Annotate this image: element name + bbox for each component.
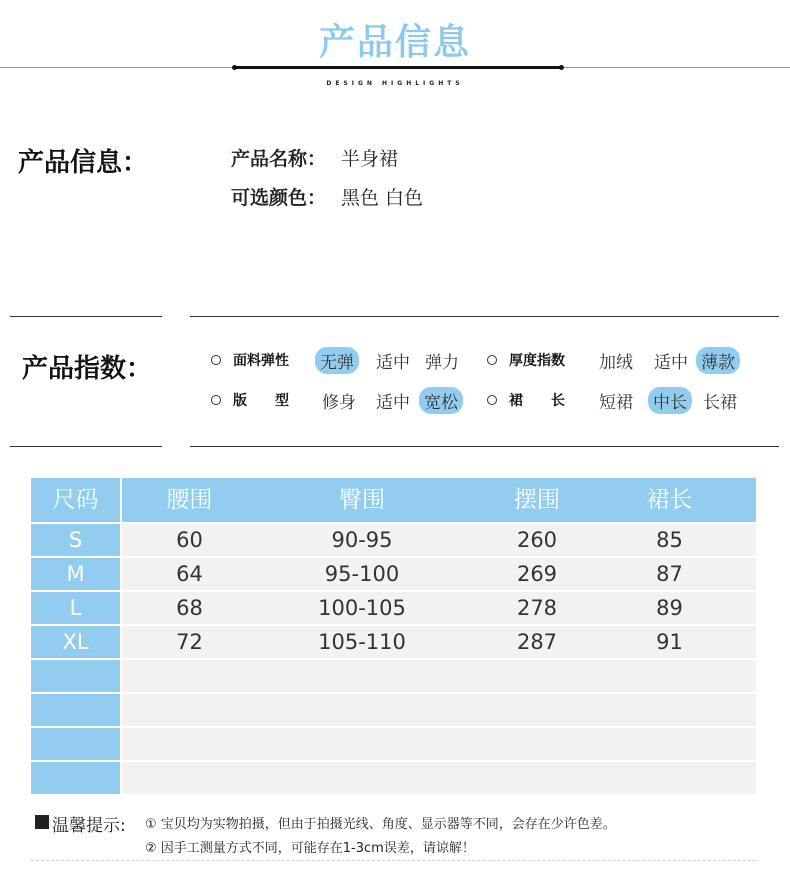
circle-bullet-icon <box>211 395 221 405</box>
page-title: 产品信息 <box>318 22 471 63</box>
table-row-empty <box>31 660 756 692</box>
table-cell: 95-100 <box>324 562 400 586</box>
option-fit-medium: 适中 <box>376 393 410 413</box>
row-bg <box>122 660 756 692</box>
index-label-elasticity: 面料弹性 <box>233 353 289 369</box>
table-cell: 269 <box>516 562 558 586</box>
info-row-color <box>231 183 423 210</box>
table-header-cell: 臀围 <box>339 487 385 513</box>
index-row-1 <box>0 346 790 374</box>
tip-line-1: ① 宝贝均为实物拍摄，但由于拍摄光线、角度、显示器等不同，会存在少许色差。 <box>145 817 616 832</box>
table-header-cell: 腰围 <box>166 487 213 513</box>
table-row <box>31 592 756 624</box>
option-thickness-thin: 薄款 <box>696 347 740 374</box>
table-row-empty <box>31 728 756 760</box>
row-bg <box>122 762 756 794</box>
table-cell: 72 <box>176 630 203 654</box>
table-cell: 68 <box>176 596 203 620</box>
table-header-cell: 裙长 <box>646 487 693 513</box>
option-fit-slim: 修身 <box>322 393 356 413</box>
size-cell: M <box>31 558 120 590</box>
table-cell: 91 <box>656 630 683 654</box>
header-accent-bar <box>235 66 562 69</box>
table-cell: 64 <box>176 562 203 586</box>
info-value: 黑色 白色 <box>341 187 424 209</box>
table-cell: 85 <box>656 528 683 552</box>
table-cell: 278 <box>516 596 558 620</box>
size-cell: S <box>31 524 120 556</box>
table-cell: 90-95 <box>331 528 393 552</box>
tips-label: 温馨提示: <box>52 816 126 836</box>
separator <box>10 316 162 317</box>
info-value: 半身裙 <box>341 148 399 170</box>
info-row-name <box>231 144 398 171</box>
header-dot-right <box>559 65 564 70</box>
circle-bullet-icon <box>487 355 497 365</box>
option-thickness-fleece: 加绒 <box>599 353 633 373</box>
index-label-fit: 版 型 <box>233 393 289 409</box>
product-index-heading: 产品指数： <box>22 354 153 384</box>
table-row-empty <box>31 762 756 794</box>
table-cell: 100-105 <box>318 596 406 620</box>
size-cell-empty <box>31 728 120 760</box>
option-elasticity-none: 无弹 <box>315 347 359 374</box>
table-cell: 287 <box>516 630 558 654</box>
header-subtitle: DESIGN HIGHLIGHTS <box>326 80 464 87</box>
table-row-empty <box>31 694 756 726</box>
table-header-row <box>31 478 756 522</box>
option-length-short: 短裙 <box>599 393 633 413</box>
separator <box>190 316 779 317</box>
tip-line-2: ② 因手工测量方式不同，可能存在1-3cm误差，请谅解！ <box>145 841 475 856</box>
table-row <box>31 626 756 658</box>
square-bullet-icon <box>35 815 49 829</box>
footer-divider <box>31 860 756 861</box>
option-elasticity-medium: 适中 <box>376 353 410 373</box>
table-cell: 260 <box>516 528 558 552</box>
table-cell: 89 <box>656 596 683 620</box>
table-header-cell: 摆围 <box>514 487 560 513</box>
size-cell: XL <box>31 626 120 658</box>
product-info-heading: 产品信息： <box>18 148 149 178</box>
table-row <box>31 558 756 590</box>
size-cell: L <box>31 592 120 624</box>
index-row-2 <box>0 386 790 414</box>
option-length-long: 长裙 <box>703 393 737 413</box>
size-cell-empty <box>31 694 120 726</box>
size-cell-empty <box>31 762 120 794</box>
table-cell: 87 <box>656 562 683 586</box>
separator <box>190 446 779 447</box>
row-bg <box>122 728 756 760</box>
info-label: 产品名称： <box>231 148 327 170</box>
option-length-midi: 中长 <box>648 387 692 414</box>
index-label-length: 裙 长 <box>509 393 565 409</box>
index-label-thickness: 厚度指数 <box>509 353 565 369</box>
table-cell: 105-110 <box>318 630 406 654</box>
option-fit-loose: 宽松 <box>419 387 463 414</box>
table-row <box>31 524 756 556</box>
table-cell: 60 <box>176 528 203 552</box>
header-dot-left <box>232 65 237 70</box>
info-label: 可选颜色： <box>231 187 327 209</box>
option-thickness-medium: 适中 <box>654 353 688 373</box>
table-header-cell: 尺码 <box>31 478 120 522</box>
option-elasticity-stretch: 弹力 <box>425 353 459 373</box>
circle-bullet-icon <box>211 355 221 365</box>
size-cell-empty <box>31 660 120 692</box>
row-bg <box>122 694 756 726</box>
separator <box>10 446 162 447</box>
circle-bullet-icon <box>487 395 497 405</box>
